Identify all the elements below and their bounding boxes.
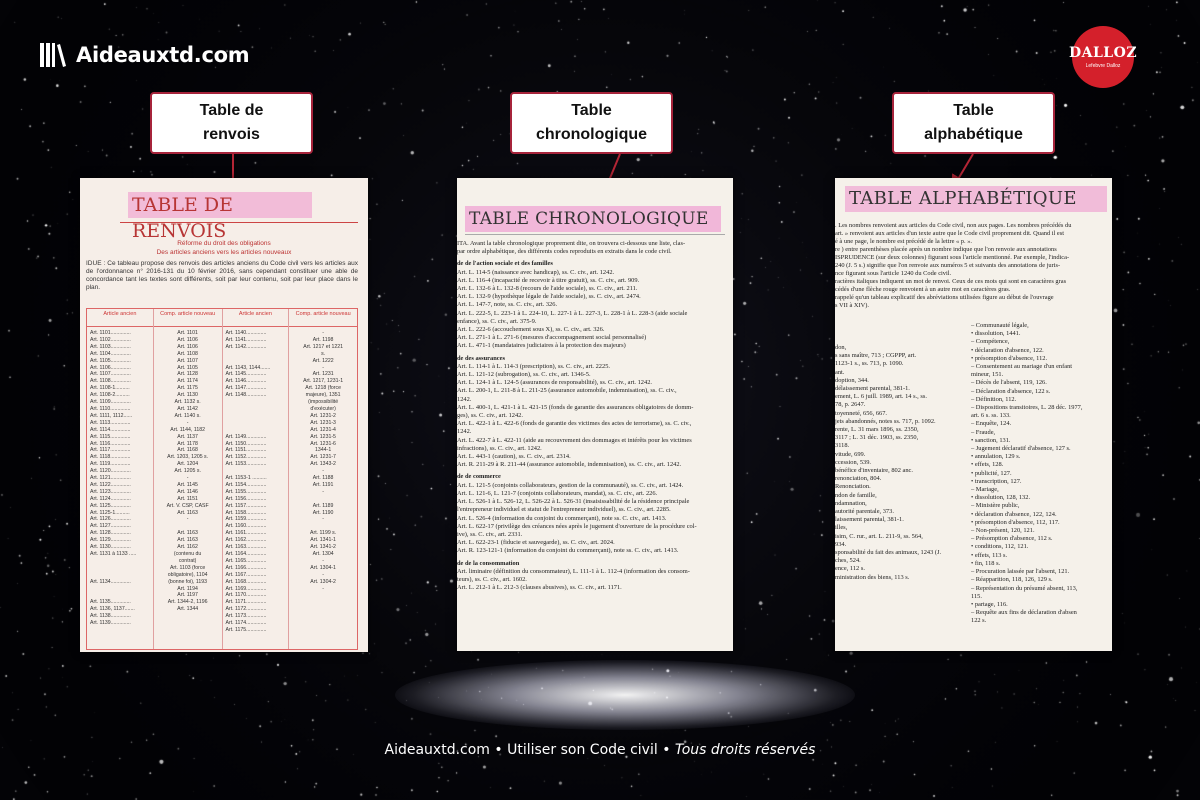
text-line: don, xyxy=(835,344,847,351)
text-line: – Représentation du présumé absent, 113, xyxy=(971,584,1078,592)
text-line: Art. L. 222-5, L. 223-1 à L. 224-10, L. 227-1 à L. 227-3, L. 228-1 à L. 228-3 (aide sociale xyxy=(457,309,688,317)
text-line: • transcription, 127. xyxy=(971,477,1022,485)
page-table-alphabetique xyxy=(835,178,1112,651)
text-line: rente, L. 31 mars 1896, ss. 2350, xyxy=(835,426,919,434)
text-line: 122 s. xyxy=(971,617,987,625)
section-list xyxy=(457,568,733,593)
text-line: ndamnation, xyxy=(835,499,867,507)
text-line: art. » renvoient aux articles d'un texte autre que le Code civil proprement dit. Quand il est xyxy=(835,230,1065,237)
text-line: • sanction, 131. xyxy=(971,436,1011,444)
text-line: 115. xyxy=(971,592,982,600)
section-heading: de de la consommation xyxy=(457,559,520,567)
concordance-table xyxy=(86,308,358,650)
text-line: cédés d'une flèche rouge renvoient à un autre mot en caractères gras. xyxy=(835,286,1011,293)
text-line: 1242. xyxy=(457,428,472,436)
text-line: Art. L. 443-1 (caution), ss. C. civ., art. 2314. xyxy=(457,453,571,461)
books-icon xyxy=(38,40,68,70)
text-line: renonciation, 804. xyxy=(835,475,882,483)
text-line: – Consentement au mariage d'un enfant xyxy=(971,363,1073,371)
text-line: – Fraude, xyxy=(971,428,996,436)
text-line: ement, L. 6 juill. 1989, art. 14 s., ss. xyxy=(835,393,927,401)
text-line: bénéfice d'inventaire, 802 anc. xyxy=(835,467,913,475)
divider xyxy=(120,222,358,223)
text-line: – Réapparition, 118, 126, 129 s. xyxy=(971,576,1053,584)
text-line: – Décès de l'absent, 119, 126. xyxy=(971,379,1047,387)
text-line: laissement parental, 381-1. xyxy=(835,516,904,524)
text-line: doption, 344. xyxy=(835,376,869,384)
text-line: Renonciation. xyxy=(835,483,871,491)
text-line: Art. L. 121-6, L. 121-7 (conjoints collaborateurs, mandat), ss. C. civ., art. 226. xyxy=(457,489,658,497)
text-line: l'entrepreneur individuel et statut de l'entrepreneur individuel), ss. C. civ., art. 2285. xyxy=(457,506,671,514)
text-line: Art. R. 211-29 à R. 211-44 (assurance automobile, indemnisation), ss. C. civ., art. 1242. xyxy=(457,461,682,469)
text-line: autorité parentale, 373. xyxy=(835,508,894,516)
text-line: • partage, 116. xyxy=(971,600,1008,608)
text-line: ence, 112 s. xyxy=(835,565,865,573)
column-article-ancien: Article ancien Art. 1140.............. Art. 1141.............. Art. 1142.............. Art. 1143, 1144....... Art. 1145.............. Art. 1146.............. Art. 1147.............. Art. 1148.............. Art. 1149.............. Art. 1150.............. Art. 1151.............. Art. 1152.............. Art. 1153.............. Art. 1153-1 .......... Art. 1154.............. Art. 1155.............. Art. 1156.............. Art. 1157.............. Art. 1158.............. Art. 1159.............. Art. 1160.............. Art. 1161.............. Art. 1162.............. Art. 1163.............. Art. 1164.............. Art. 1165.............. Art. 1166.............. Art. 1167.............. Art. 1168.............. Art. 1169.............. Art. 1170.............. Art. 1171.............. Art. 1172.............. Art. 1173.............. Art. 1174.............. Art. 1175.............. xyxy=(223,309,290,649)
text-line: Art. L. 147-7, note, ss. C. civ., art. 326. xyxy=(457,301,558,309)
text-line: s sans maître, 713 ; CGPPP, art. xyxy=(835,352,917,360)
dalloz-name: DALLOZ xyxy=(1068,45,1138,61)
text-line: mineur, 151. xyxy=(971,371,1004,379)
light-glow xyxy=(395,660,855,730)
section-heading: de de commerce xyxy=(457,473,501,481)
text-line: Art. L. 121-12 (subrogation), ss. C. civ., art. 1346-5. xyxy=(457,371,591,379)
text-line: • effets, 113 s. xyxy=(971,551,1008,559)
text-line: sponsabilité du fait des animaux, 1243 (J. xyxy=(835,549,942,557)
section-list xyxy=(457,269,733,351)
divider xyxy=(465,234,725,235)
text-line: re ) entre parenthèses placée après un nombre indique que l'on renvoie aux annotations xyxy=(835,246,1057,253)
text-line: Art. L. 622-17 (privilège des créances nées après le jugement d'ouverture de la procédure col- xyxy=(457,522,697,530)
text-line: Art. L. 471-1 (mandataires judiciaires à la protection des majeurs) xyxy=(457,342,626,350)
text-line: illes, xyxy=(835,524,848,532)
text-line: – Définition, 112. xyxy=(971,395,1017,403)
text-line: Art. L. 132-9 (hypothèque légale de l'aide sociale), ss. C. civ., art. 2474. xyxy=(457,293,641,301)
column-article-nouveau: Comp. article nouveau Art. 1101 Art. 1106 Art. 1106 Art. 1108 Art. 1107 Art. 1105 Art. 1128 Art. 1174 Art. 1175 Art. 1130 Art. 1132 s. Art. 1142 Art. 1140 s. - Art. 1144, 1182 Art. 1137 Art. 1178 Art. 1168 Art. 1203, 1205 s. Art. 1204 Art. 1205 s. - Art. 1145 Art. 1146 Art. 1151 Art. V. CSP, CASF Art. 1163 - Art. 1163 Art. 1163 Art. 1162 (contenu du contrat) Art. 1103 (force obligatoire), 1104 (bonne foi), 1193 Art. 1194 Art. 1197 Art. 1344-2, 1196 Art. 1344 xyxy=(154,309,223,649)
text-line: – Mariage, xyxy=(971,486,999,494)
text-line: ministration des biens, 113 s. xyxy=(835,573,910,581)
text-line: Art. L. 526-1 à L. 526-12, L. 526-22 à L. 526-31 (insaisissabilité de la résidence principale xyxy=(457,498,690,506)
text-line: teurs), ss. C. civ., art. 1602. xyxy=(457,575,527,583)
subtitle: Des articles anciens vers les articles nouveaux xyxy=(156,249,292,256)
callout-table-chronologique: Table chronologique xyxy=(510,92,673,154)
text-line: ndon de famille, xyxy=(835,491,877,499)
footer-text: Aideauxtd.com • Utiliser son Code civil • xyxy=(384,742,675,758)
text-line: . Les nombres renvoient aux articles du Code civil, non aux pages. Les nombres précédés du xyxy=(835,222,1072,229)
text-line: • annulation, 129 s. xyxy=(971,453,1021,461)
text-line: Art. L. 114-5 (naissance avec handicap), ss. C. civ., art. 1242. xyxy=(457,268,615,276)
text-line: ive), ss. C. civ., art. 2331. xyxy=(457,530,523,538)
text-line: – Ministère public, xyxy=(971,502,1020,510)
text-line: • fin, 118 s. xyxy=(971,559,1001,567)
text-line: Art. L. 116-4 (incapacité de recevoir à titre gratuit), ss. C. civ., art. 909. xyxy=(457,276,640,284)
text-line: ant. xyxy=(835,368,845,376)
text-line: – Enquête, 124. xyxy=(971,420,1012,428)
text-line: 1242. xyxy=(457,395,472,403)
section-heading: de des assurances xyxy=(457,354,505,362)
text-line: vitude, 699. xyxy=(835,450,866,458)
text-line: infractions), ss. C. civ., art. 1242. xyxy=(457,444,542,452)
text-line: 240 (J. 5 s.) signifie que l'on renvoie aux numéros 5 et suivants des annotations de juris- xyxy=(835,262,1061,269)
section-heading: de de l'action sociale et des familles xyxy=(457,260,553,268)
column-article-nouveau: Comp. article nouveau - Art. 1198 Art. 1217 et 1221 s. Art. 1222 - Art. 1231 Art. 1217, 1231-1 Art. 1218 (force majeure), 1351 (impossibilité d'exécuter) Art. 1231-2 Art. 1231-3 Art. 1231-4 Art. 1231-5 Art. 1231-6 1344-1 Art. 1231-7 Art. 1343-2 - Art. 1188 Art. 1191 - Art. 1189 Art. 1190 - Art. 1199 s. Art. 1341-1 Art. 1341-2 Art. 1304 - Art. 1304-1 - Art. 1304-2 - xyxy=(289,309,357,649)
dalloz-tagline: Lefebvre Dalloz xyxy=(1085,63,1121,69)
text-line: • déclaration d'absence, 122, 124. xyxy=(971,510,1057,518)
text-line: ISPRUDENCE (sur deux colonnes) figurant sous l'article mentionné. Par exemple, l'indica- xyxy=(835,254,1070,261)
text-line: • dissolution, 128, 132. xyxy=(971,494,1031,502)
text-line: Art. L. 212-1 à L. 212-3 (clauses abusives), ss. C. civ., art. 1171. xyxy=(457,584,622,592)
text-line: ges), ss. C. civ., art. 1242. xyxy=(457,412,523,420)
text-line: • conditions, 112, 121. xyxy=(971,543,1029,551)
text-line: art. 6 s. ss. 133. xyxy=(971,412,1011,420)
page-title: TABLE CHRONOLOGIQUE xyxy=(465,206,721,232)
text-line: nce figurant sous l'article 1240 du Code civil. xyxy=(835,270,952,277)
text-line: é à une page, le nombre est précédé de la lettre « p. ». xyxy=(835,238,972,245)
text-line: Art. L. 622-23-1 (fiducie et sauvegarde), ss. C. civ., art. 2024. xyxy=(457,539,615,547)
chrono-body: ITA. Avant la table chronologique proprement dite, on trouvera ci-dessous une liste, clas- par ordre alphabétique, des différents codes reproduits en extraits dans le code civil. de de l'action sociale et des familles Art. L. 114-5 (naissance avec handicap), ss. C. civ., art. 1242. Art. L. 116-4 (incapacité de recevoir à titre gratuit), ss. C. civ., art. 909. Art. L. 132-6 à L. 132-8 (recours de l'aide sociale), ss. C. civ., art. 211. Art. L. 132-9 (hypothèque légale de l'aide sociale), ss. C. civ., art. 2474. Art. L. 147-7, note, ss. C. civ., art. 326. Art. L. 222-5, L. 223-1 à L. 224-10, L. 227-1 à L. 227-3, L. 228-1 à L. 228-3 (aide sociale enfance), ss. C. civ., art. 375-9. Art. L. 222-6 (accouchement sous X), ss. C. civ., art. 326. Art. L. 271-1 à L. 271-6 (mesures d'accompagnement social personnalisé) Art. L. 471-1 (mandataires judiciaires à la protection des majeurs) de des assurances Art. L. 114-1 à L. 114-3 (prescription), ss. C. civ., art. 2225. Art. L. 121-12 (subrogation), ss. C. civ., art. 1346-5. Art. L. 124-1 à L. 124-5 (assurances de responsabilité), ss. C. civ., art. 1242. Art. L. 200-1, L. 211-8 à L. 211-25 (assurance automobile, indemnisation), ss. C. civ., 1242. Art. L. 400-1, L. 421-1 à L. 421-15 (fonds de garantie des assurances obligatoires de domm- ges), ss. C. civ., art. 1242. Art. L. 422-1 à L. 422-6 (fonds de garantie des victimes des actes de terrorisme), ss. C. civ., 1242. Art. L. 422-7 à L. 422-11 (aide au recouvrement des dommages et intérêts pour les victimes infractions), ss. C. civ., art. 1242. Art. L. 443-1 (caution), ss. C. civ., art. 2314. Art. R. 211-29 à R. 211-44 (assurance automobile, indemnisation), ss. C. civ., art. 1242. de de commerce Art. L. 121-5 (conjoints collaborateurs, gestion de la communauté), ss. C. civ., art. 1424. Art. L. 121-6, L. 121-7 (conjoints collaborateurs, mandat), ss. C. civ., art. 226. Art. L. 526-1 à L. 526-12, L. 526-22 à L. 526-31 (insaisissabilité de la résidence principale l'entrepreneur individuel et statut de l'entrepreneur individuel), ss. C. civ., art. 2285. Art. L. 526-4 (information du conjoint du commerçant), note ss. C. civ., art. 1413. Art. L. 622-17 (privilège des créances nées après le jugement d'ouverture de la procédure col- ive), ss. C. civ., art. 2331. Art. L. 622-23-1 (fiducie et sauvegarde), ss. C. civ., art. 2024. Art. R. 123-121-1 (information du conjoint du commerçant), note ss. C. civ., art. 1413. de de la consommation Art. liminaire (définition du consommateur), L. 111-1 à L. 112-4 (information des consom- teurs), ss. C. civ., art. 1602. Art. L. 212-1 à L. 212-3 (clauses abusives), ss. C. civ., art. 1171. xyxy=(457,240,733,592)
text-line: Art. L. 271-1 à L. 271-6 (mesures d'accompagnement social personnalisé) xyxy=(457,334,647,342)
page-title: TABLE DE RENVOIS xyxy=(128,192,312,218)
text-line: – Procuration laissée par l'absent, 121. xyxy=(971,568,1070,576)
text-line: Art. L. 200-1, L. 211-8 à L. 211-25 (assurance automobile, indemnisation), ss. C. civ., xyxy=(457,387,677,395)
text-line: – Requête aux fins de déclaration d'absen xyxy=(971,609,1077,617)
text-line: – Déclaration d'absence, 122 s. xyxy=(971,387,1051,395)
text-line: – Dispositions transitoires, L. 28 déc. 1977, xyxy=(971,404,1083,412)
text-line: ccession, 539. xyxy=(835,458,872,466)
callout-table-alphabetique: Table alphabétique xyxy=(892,92,1055,154)
text-line: rappelé qu'un tableau explicatif des abréviations utilisées figure au début de l'ouvrage xyxy=(835,294,1054,301)
section-list xyxy=(457,363,733,470)
footer-rights: Tous droits réservés xyxy=(674,742,816,758)
text-line: • déclaration d'absence, 122. xyxy=(971,346,1044,354)
text-line: ractères italiques indiquent un mot de renvoi. Ceux de ces mots qui sont en caractères gras xyxy=(835,278,1067,285)
text-line: ches, 524. xyxy=(835,557,861,565)
text-line: 3118. xyxy=(835,442,850,450)
callout-table-renvois: Table de renvois xyxy=(150,92,313,154)
text-line: Art. L. 422-7 à L. 422-11 (aide au recouvrement des dommages et intérêts pour les victimes xyxy=(457,436,692,444)
page-table-renvois xyxy=(80,178,368,652)
index-column-left xyxy=(835,344,967,582)
text-line: jets abandonnés, notes ss. 717, p. 1092. xyxy=(835,417,936,425)
footer xyxy=(0,742,1200,758)
text-line: • effets, 128. xyxy=(971,461,1004,469)
text-line: Art. L. 114-1 à L. 114-3 (prescription), ss. C. civ., art. 2225. xyxy=(457,362,610,370)
text-line: enfance), ss. C. civ., art. 375-9. xyxy=(457,317,537,325)
intro-text: IDUE : Ce tableau propose des renvois des articles anciens du Code civil vers les articles aux de l'ordonnance n° 2016-131 du 10 février 2016, sans cependant constituer une able de concordance tant les textes sont différents, soit par leur contenu, soit par leur place dans le plan. xyxy=(86,260,358,291)
text-line: toyenneté, 656, 667. xyxy=(835,409,888,417)
text-line: Art. L. 121-5 (conjoints collaborateurs, gestion de la communauté), ss. C. civ., art. 1424. xyxy=(457,481,684,489)
index-column-right xyxy=(971,322,1111,626)
brand-name: Aideauxtd.com xyxy=(76,43,250,67)
text-line: Art. R. 123-121-1 (information du conjoint du commerçant), note ss. C. civ., art. 1413. xyxy=(457,547,679,555)
intro-text xyxy=(835,222,1112,310)
text-line: – Présomption d'absence, 112 s. xyxy=(971,535,1053,543)
brand-logo[interactable] xyxy=(38,40,249,70)
section-list xyxy=(457,482,733,556)
text-line: 1123-1 s., ss. 713, p. 1090. xyxy=(835,360,904,368)
text-line: Art. L. 400-1, L. 421-1 à L. 421-15 (fonds de garantie des assurances obligatoires de domm- xyxy=(457,403,694,411)
text-line: – Communauté légale, xyxy=(971,322,1029,329)
text-line: Art. L. 422-1 à L. 422-6 (fonds de garantie des victimes des actes de terrorisme), ss. C. civ., xyxy=(457,420,692,428)
text-line: – Jugement déclaratif d'absence, 127 s. xyxy=(971,445,1071,453)
text-line: – Non-présent, 120, 121. xyxy=(971,527,1035,535)
text-line: • présomption d'absence, 112. xyxy=(971,354,1048,362)
subtitle: Réforme du droit des obligations xyxy=(177,240,271,247)
column-article-ancien: Article ancien Art. 1101.............. Art. 1102.............. Art. 1103.............. Art. 1104.............. Art. 1105.............. Art. 1106.............. Art. 1107.............. Art. 1108.............. Art. 1108-1.......... Art. 1108-2.......... Art. 1109.............. Art. 1110.............. Art. 1111, 1112...... Art. 1113.............. Art. 1114.............. Art. 1115.............. Art. 1116.............. Art. 1117.............. Art. 1118.............. Art. 1119.............. Art. 1120.............. Art. 1121.............. Art. 1122.............. Art. 1123.............. Art. 1124.............. Art. 1125.............. Art. 1125-1.......... Art. 1126.............. Art. 1127.............. Art. 1128.............. Art. 1129.............. Art. 1130.............. Art. 1131 à 1133 ..... Art. 1134.............. Art. 1135.............. Art. 1136, 1137....... Art. 1138.............. Art. 1139.............. xyxy=(87,309,154,649)
text-line: • publicité, 127. xyxy=(971,469,1012,477)
page-table-chronologique xyxy=(457,178,733,651)
text-line: Art. liminaire (définition du consommateur), L. 111-1 à L. 112-4 (information des consom- xyxy=(457,567,690,575)
page-title: TABLE ALPHABÉTIQUE xyxy=(845,186,1107,212)
text-line: délaissement parental, 381-1. xyxy=(835,385,910,393)
text-line: – Compétence, xyxy=(971,338,1010,346)
text-line: Art. L. 124-1 à L. 124-5 (assurances de responsabilité), ss. C. civ., art. 1242. xyxy=(457,379,652,387)
text-line: Art. L. 526-4 (information du conjoint du commerçant), note ss. C. civ., art. 1413. xyxy=(457,514,667,522)
text-line: • dissolution, 1441. xyxy=(971,330,1021,338)
text-line: 934. xyxy=(835,540,847,548)
text-line: Art. L. 222-6 (accouchement sous X), ss. C. civ., art. 326. xyxy=(457,326,605,334)
text-line: 3117 ; L. 31 déc. 1903, ss. 2350, xyxy=(835,434,919,442)
text-line: • présomption d'absence, 112, 117. xyxy=(971,518,1060,526)
text-line: 78, p. 2647. xyxy=(835,401,866,409)
dalloz-logo xyxy=(1068,26,1138,88)
text-line: isim, C. rur., art. L. 211-9, ss. 564, xyxy=(835,532,923,540)
text-line: Art. L. 132-6 à L. 132-8 (recours de l'aide sociale), ss. C. civ., art. 211. xyxy=(457,285,638,293)
text-line: s VII à XIV). xyxy=(835,302,869,309)
